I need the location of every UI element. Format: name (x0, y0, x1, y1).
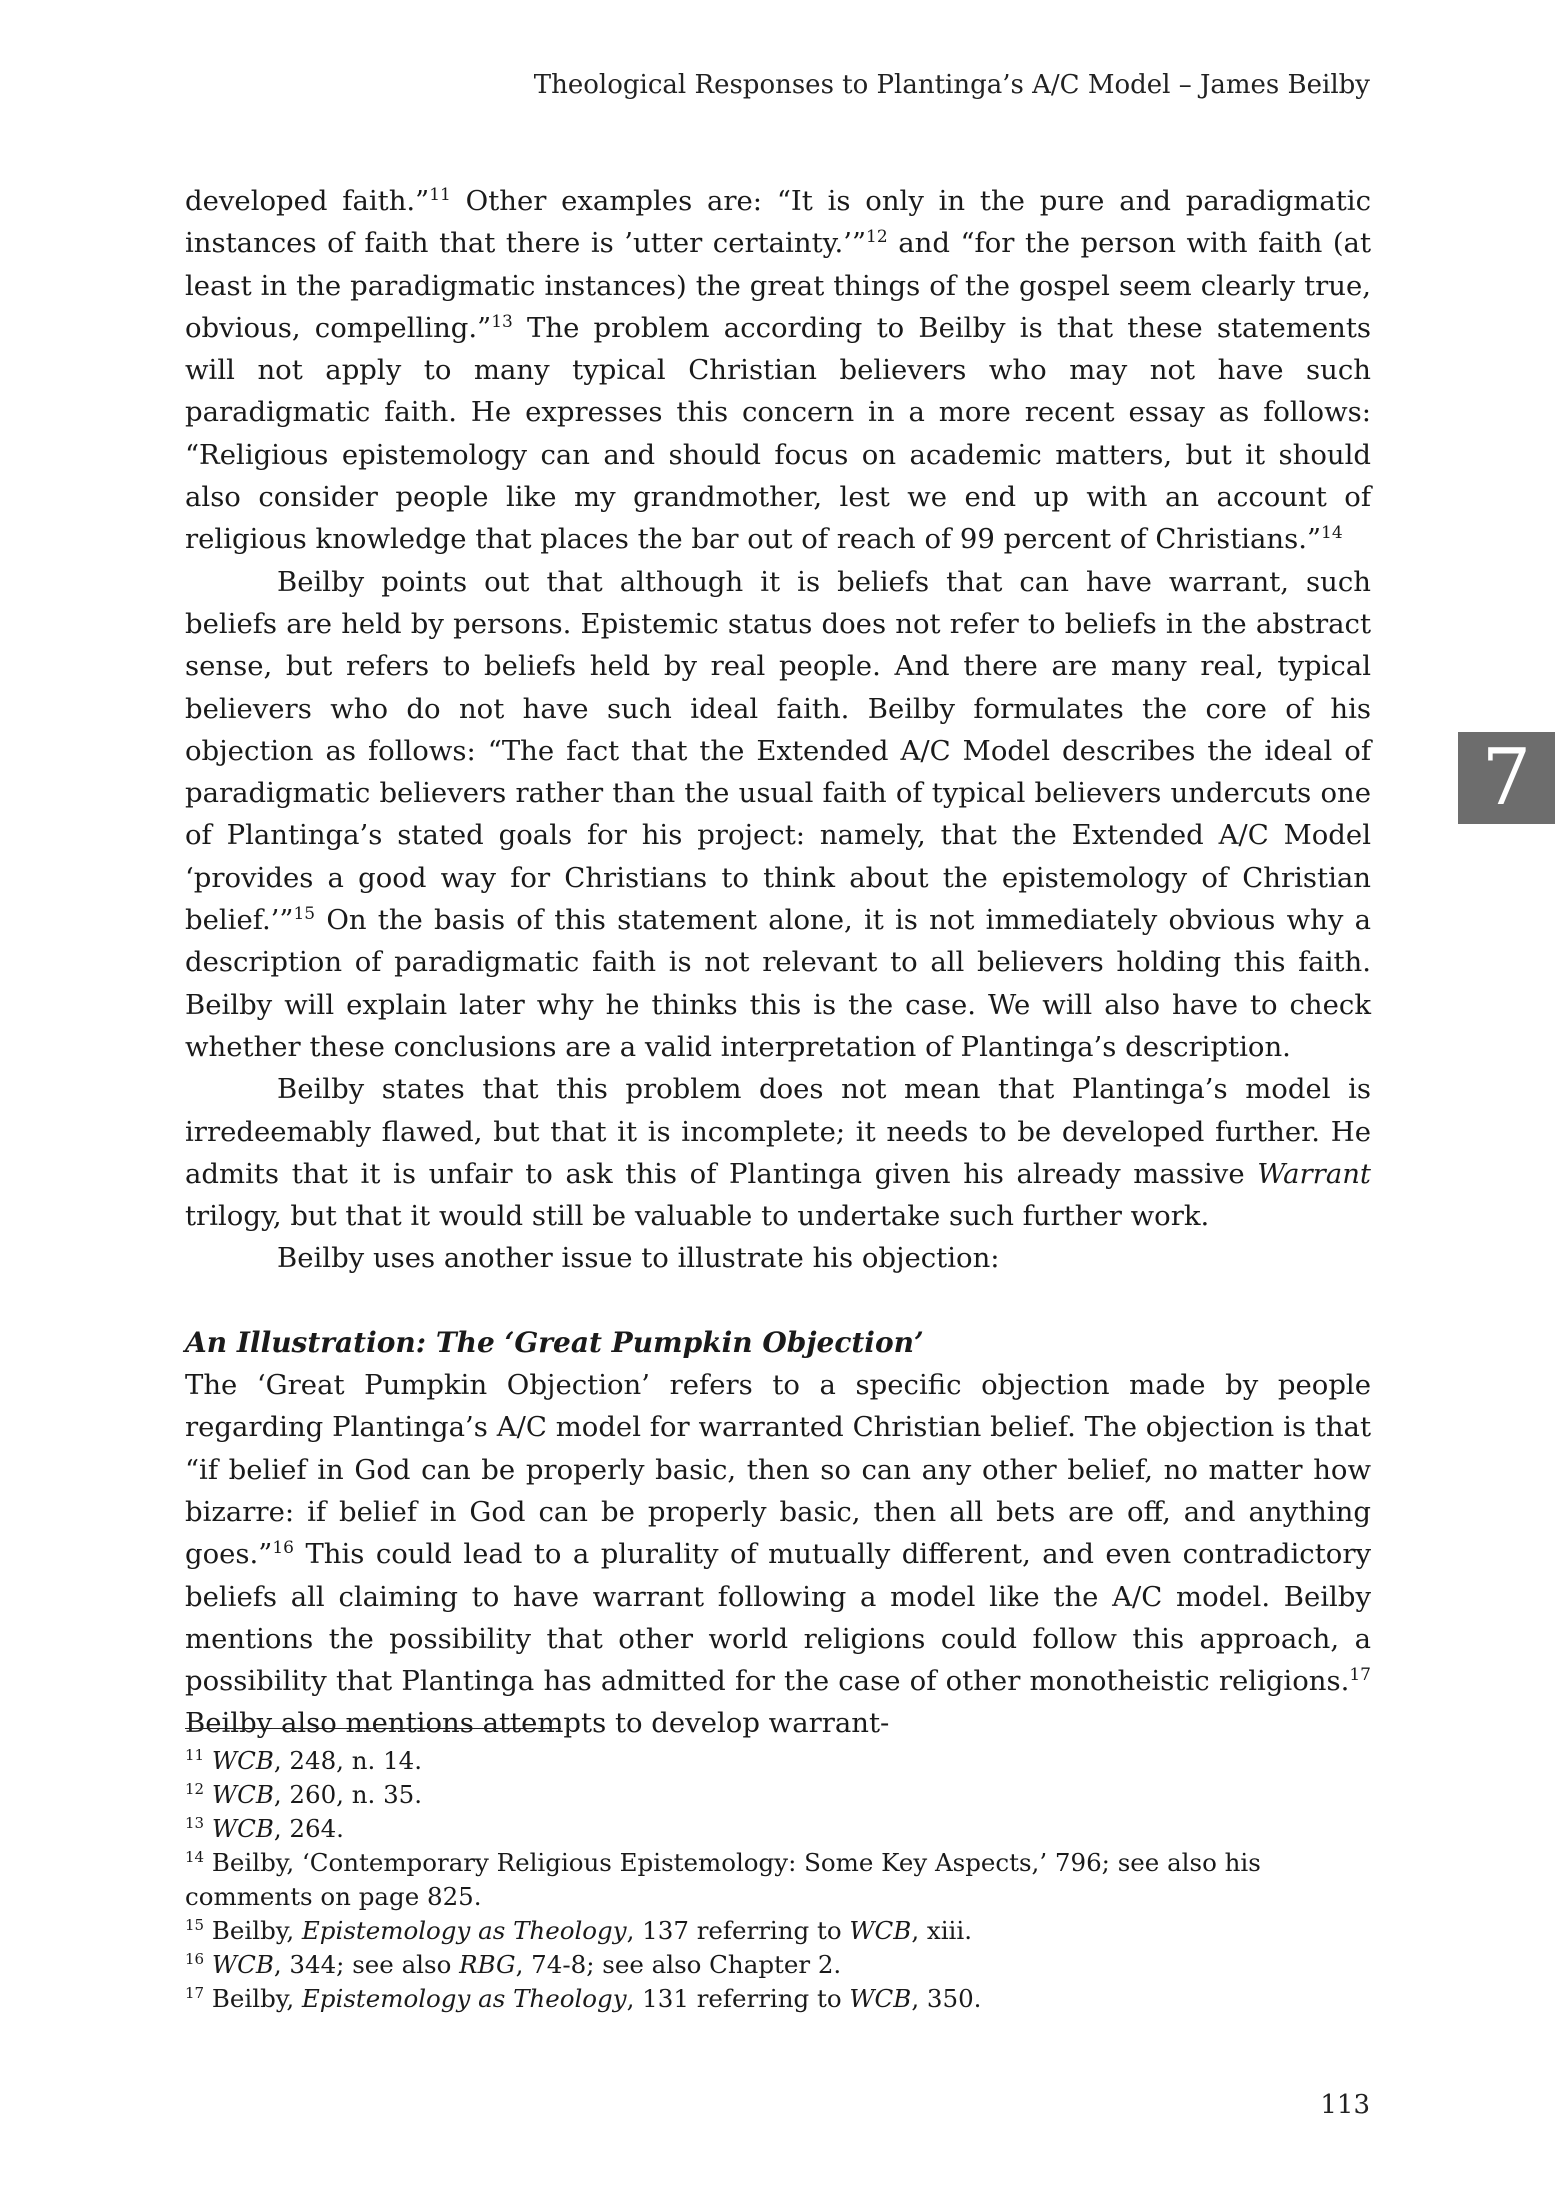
paragraph (185, 561, 1371, 1069)
footnote (185, 1982, 1371, 2016)
italic-text: WCB (211, 1780, 274, 1809)
footnote (185, 1948, 1371, 1982)
footnote-ref: 13 (491, 311, 513, 332)
italic-text: RBG (459, 1950, 516, 1979)
text-run: , 350. (911, 1984, 982, 2013)
text-run: Beilby, ‘Contemporary Religious Epistemology: Some Key Aspects,’ 796; see also his comments on page 825. (185, 1848, 1261, 1911)
footnote-ref: 16 (272, 1538, 294, 1559)
text-run: , 74-8; see also Chapter 2. (515, 1950, 842, 1979)
italic-text: WCB (849, 1916, 912, 1945)
text-run: Beilby also mentions attempts to develop warrant- (185, 1707, 890, 1740)
italic-text: WCB (211, 1950, 274, 1979)
footnotes (185, 1744, 1371, 2016)
footnote-ref: 17 (1349, 1664, 1371, 1685)
footnote-ref: 12 (866, 227, 888, 248)
text-run: , xiii. (911, 1916, 973, 1945)
footnote-number: 15 (185, 1915, 205, 1934)
paragraph (185, 1364, 1371, 1745)
text-run: developed faith.” (185, 185, 430, 217)
text-run: , 131 referring to (626, 1984, 850, 2013)
footnote (185, 1846, 1371, 1914)
paragraph (185, 1237, 1371, 1279)
text-run: The ‘Great Pumpkin Objection’ refers to a specific objection made by people regarding Plantinga’s A/C model for warranted Christian belief. The objection is that “if belief in God can be properly basic, then so can any other belief, no matter how bizarre: if belief in God can be properly basic, then all bets are off, and anything goes.” (185, 1369, 1371, 1571)
footnote-ref: 15 (293, 903, 316, 924)
italic-text: WCB (211, 1746, 274, 1775)
italic-text: WCB (211, 1814, 274, 1843)
footnote (185, 1812, 1371, 1846)
footnote-ref: 14 (1321, 523, 1343, 544)
paragraph (185, 180, 1371, 561)
footnote-number: 17 (185, 1983, 205, 2002)
text-run: Other examples are: “It is only in the pure and paradigmatic instances of faith that there is ’utter certainty.’” (185, 185, 1371, 260)
text-run: and “for the person with faith (at least in the paradigmatic instances) the great things of the gospel seem clearly true, obvious, compelling.” (185, 227, 1371, 344)
text-run: , 248, n. 14. (273, 1746, 423, 1775)
paragraph (185, 1068, 1371, 1237)
text-run: , 137 referring to (626, 1916, 850, 1945)
text-run: trilogy, but that it would still be valuable to undertake such further work. (185, 1200, 1210, 1233)
italic-text: WCB (849, 1984, 912, 2013)
text-run: Beilby, (211, 1916, 302, 1945)
footnote-number: 11 (185, 1745, 205, 1764)
footnote-ref: 11 (429, 184, 451, 205)
section-heading: An Illustration: The ‘Great Pumpkin Objection’ (185, 1325, 924, 1359)
text-run: Beilby points out that although it is beliefs that can have warrant, such beliefs are held by persons. Epistemic status does not refer to beliefs in the abstract sense, but refers to beliefs held by real people. And there are many real, typical believers who do not have such ideal faith. Beilby formulates the core of his objection as follows: “The fact that the Extended A/C Model describes the ideal of paradigmatic believers rather than the usual faith of typical believers undercuts one of Plantinga’s stated goals for his project: namely, that the Extended A/C Model ‘provides a good way for Christians to think about the epistemology of Christian belief.’” (185, 565, 1371, 937)
footnote-number: 16 (185, 1949, 205, 1968)
text-run: Beilby states that this problem does not mean that Plantinga’s model is irredeemably flawed, but that it is incomplete; it needs to be developed further. He admits that it is unfair to ask this of Plantinga given his already massive (185, 1073, 1371, 1190)
text-run: Beilby uses another issue to illustrate his objection: (277, 1242, 1000, 1275)
page-number: 113 (1320, 2090, 1370, 2120)
footnote-number: 12 (185, 1779, 205, 1798)
chapter-tab-marker: 7 (1458, 732, 1555, 824)
footnote (185, 1914, 1371, 1948)
text-run: Beilby, (211, 1984, 302, 2013)
text-run: This could lead to a plurality of mutually different, and even contradictory beliefs all claiming to have warrant following a model like the A/C model. Beilby mentions the possibility that other world religions could follow this approach, a possibility that Plantinga has admitted for the case of other monotheistic religions. (185, 1538, 1371, 1698)
text-run: , 260, n. 35. (273, 1780, 423, 1809)
footnote (185, 1744, 1371, 1778)
footnote-divider (185, 1728, 561, 1729)
main-text (185, 180, 1371, 1745)
text-run: The problem according to Beilby is that these statements will not apply to many typical Christian believers who may not have such paradigmatic faith. He expresses this concern in a more recent essay as follows: “Religious epistemology can and should focus on academic matters, but it should also consider people like my grandmother, lest we end up with an account of religious knowledge that places the bar out of reach of 99 percent of Christians.” (185, 311, 1371, 556)
text-run: , 344; see also (273, 1950, 460, 1979)
italic-text: Epistemology as Theology (301, 1984, 627, 2013)
text-run: On the basis of this statement alone, it is not immediately obvious why a description of paradigmatic faith is not relevant to all believers holding this faith. Beilby will explain later why he thinks this is the case. We will also have to check whether these conclusions are a valid interpretation of Plantinga’s description. (185, 904, 1371, 1063)
running-head: Theological Responses to Plantinga’s A/C Model – James Beilby (533, 70, 1370, 100)
italic-text: Warrant (1257, 1157, 1371, 1190)
text-run: , 264. (273, 1814, 344, 1843)
footnote-number: 14 (185, 1847, 205, 1866)
footnote-number: 13 (185, 1813, 205, 1832)
italic-text: Epistemology as Theology (301, 1916, 627, 1945)
footnote (185, 1778, 1371, 1812)
